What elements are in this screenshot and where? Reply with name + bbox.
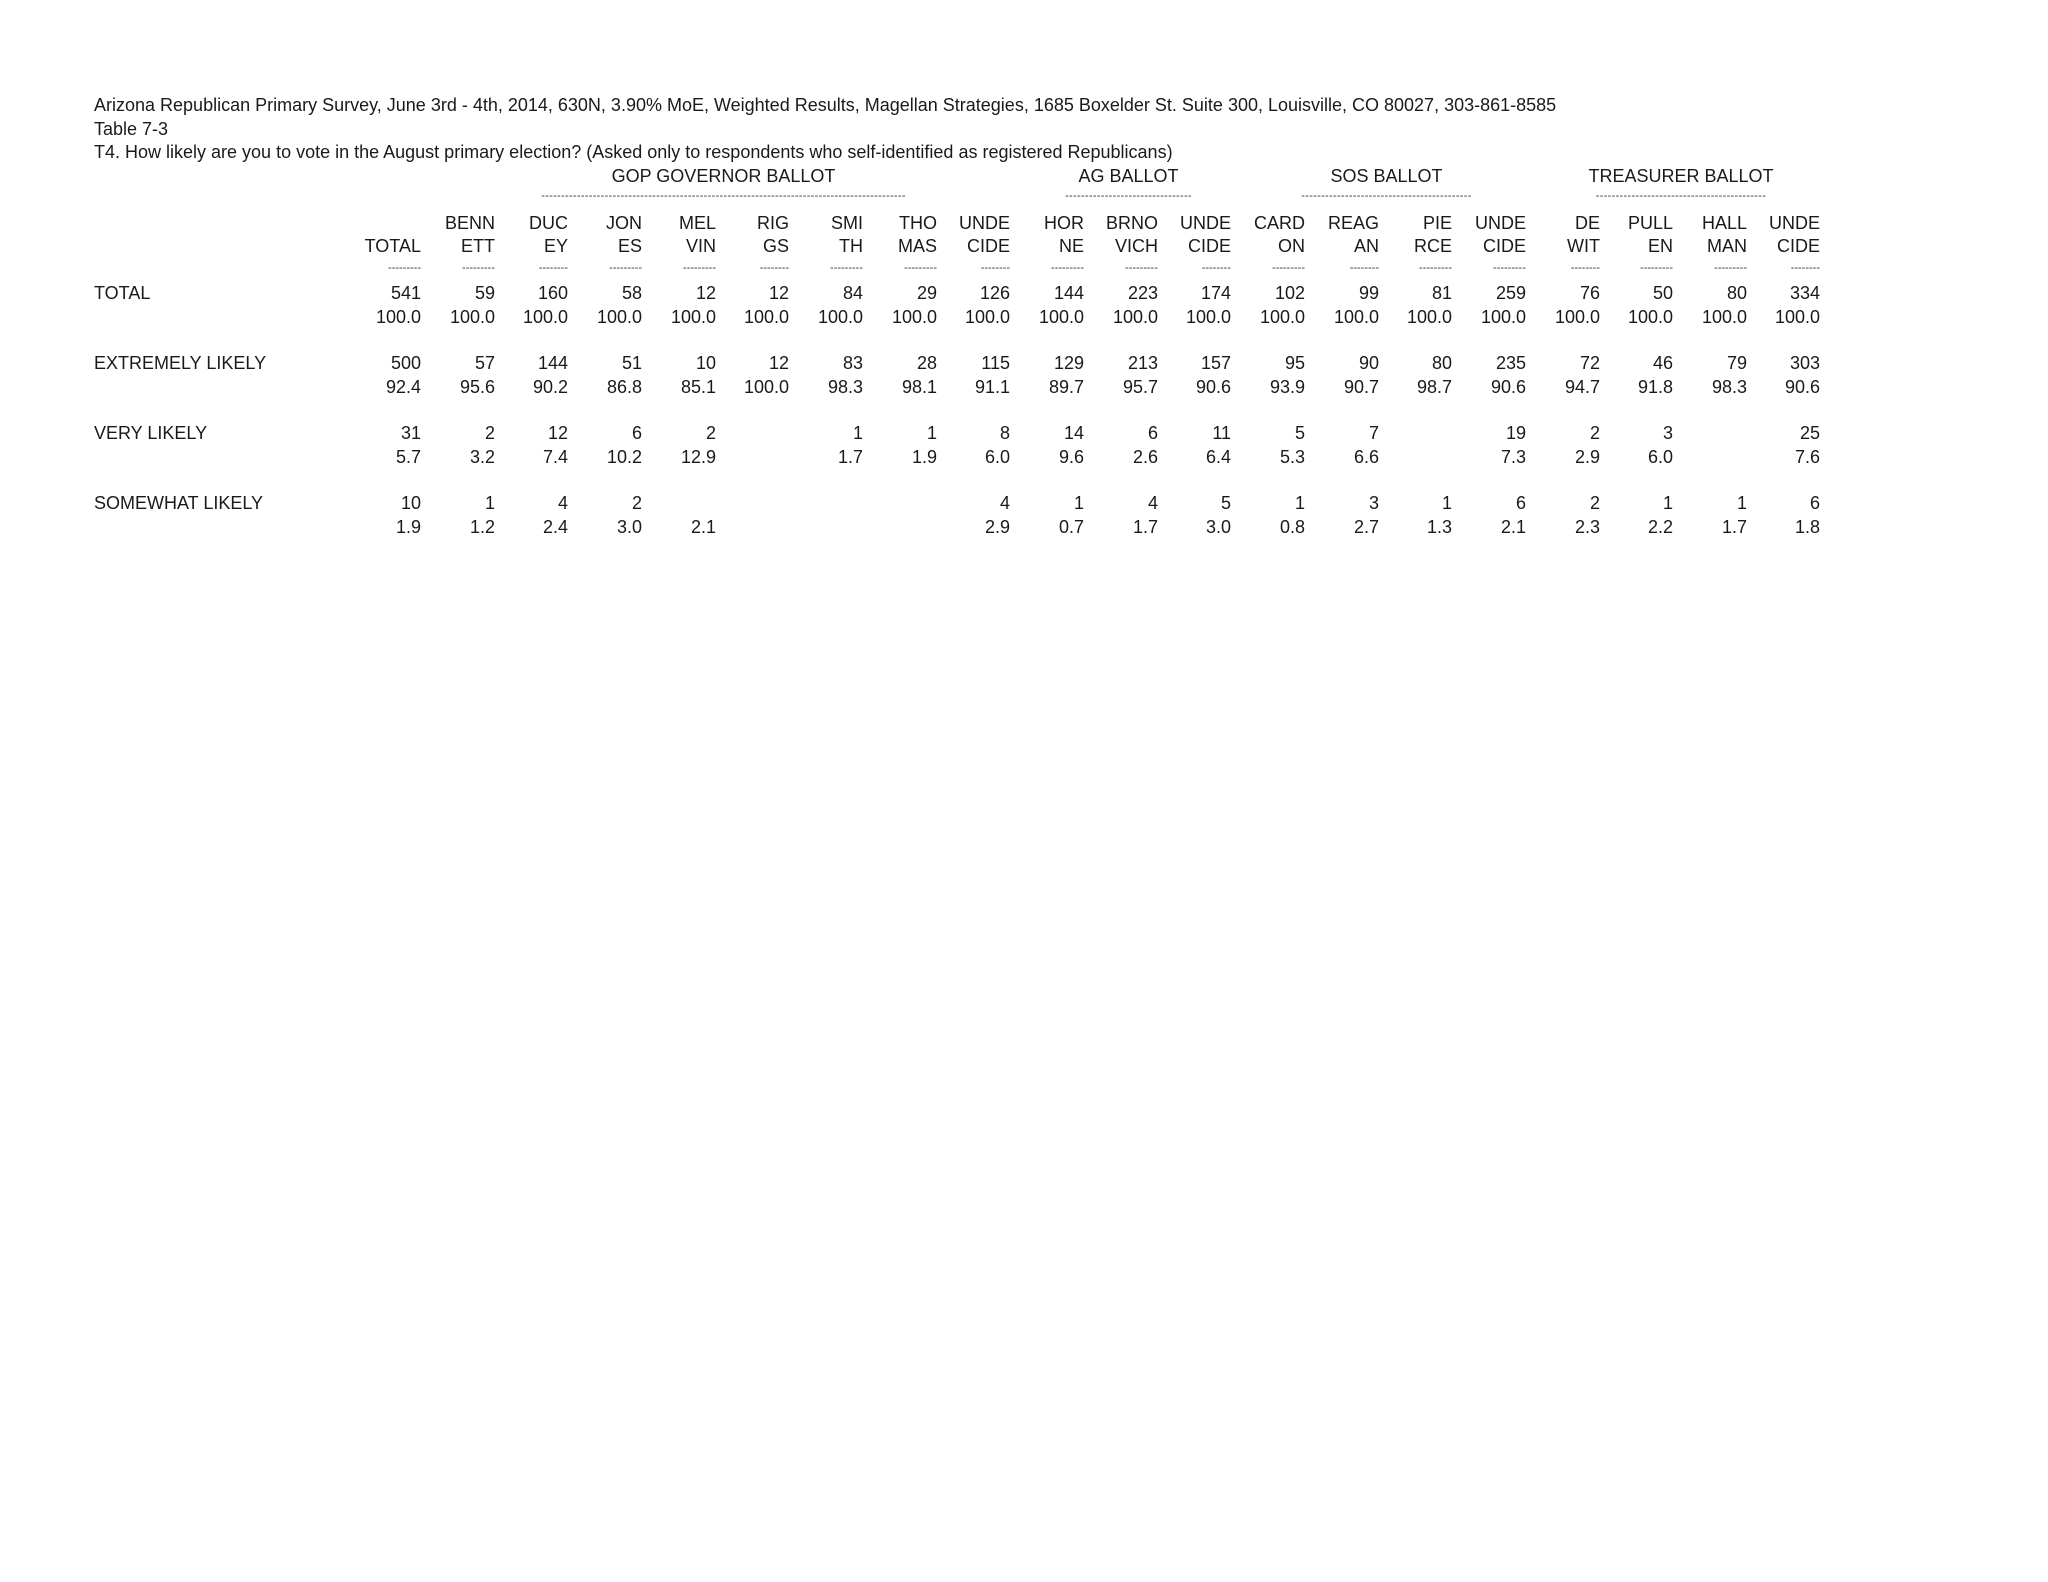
- percent-cell: 95.7: [1122, 377, 1158, 397]
- count-cell: 95: [1284, 353, 1305, 373]
- count-cell: 1: [1736, 493, 1747, 513]
- percent-cell: 100.0: [596, 307, 642, 327]
- column-header-line2: MAN: [1707, 236, 1747, 256]
- count-cell: 46: [1652, 353, 1673, 373]
- group-rule: --------------------------------------------------------------------------------------------: [541, 190, 906, 202]
- percent-cell: 100.0: [1038, 307, 1084, 327]
- percent-cell: 9.6: [1058, 447, 1084, 467]
- percent-cell: 6.4: [1205, 447, 1231, 467]
- count-cell: 72: [1579, 353, 1600, 373]
- group-rule: -------------------------------------------: [1301, 190, 1472, 202]
- count-cell: 1: [1441, 493, 1452, 513]
- percent-cell: 98.3: [827, 377, 863, 397]
- count-cell: 10: [695, 353, 716, 373]
- percent-cell: 100.0: [964, 307, 1010, 327]
- percent-cell: 100.0: [743, 307, 789, 327]
- column-rule: ---------: [609, 262, 642, 274]
- column-rule: --------: [1790, 262, 1820, 274]
- percent-cell: 90.2: [532, 377, 568, 397]
- count-cell: 500: [390, 353, 421, 373]
- percent-cell: 100.0: [891, 307, 937, 327]
- column-header-line2: ON: [1278, 236, 1305, 256]
- count-cell: 79: [1726, 353, 1747, 373]
- column-header-line1: CARD: [1253, 213, 1305, 233]
- percent-cell: 85.1: [680, 377, 716, 397]
- row-label: VERY LIKELY: [94, 423, 208, 443]
- column-header-line2: CIDE: [1187, 236, 1231, 256]
- percent-cell: 7.3: [1500, 447, 1526, 467]
- percent-cell: 95.6: [459, 377, 495, 397]
- count-cell: 12: [768, 353, 789, 373]
- percent-cell: 90.7: [1343, 377, 1379, 397]
- count-cell: 4: [1147, 493, 1158, 513]
- count-cell: 80: [1431, 353, 1452, 373]
- percent-cell: 89.7: [1048, 377, 1084, 397]
- count-cell: 50: [1652, 283, 1673, 303]
- percent-cell: 100.0: [743, 377, 789, 397]
- count-cell: 5: [1294, 423, 1305, 443]
- percent-cell: 100.0: [1627, 307, 1673, 327]
- count-cell: 1: [1294, 493, 1305, 513]
- count-cell: 115: [981, 353, 1010, 373]
- count-cell: 129: [1053, 353, 1084, 373]
- count-cell: 81: [1431, 283, 1452, 303]
- column-header-line2: TOTAL: [364, 236, 421, 256]
- column-header-line2: GS: [762, 236, 789, 256]
- column-header-line2: EY: [543, 236, 568, 256]
- percent-cell: 100.0: [449, 307, 495, 327]
- percent-cell: 1.9: [911, 447, 937, 467]
- count-cell: 6: [1147, 423, 1158, 443]
- percent-cell: 98.3: [1711, 377, 1747, 397]
- percent-cell: 2.1: [690, 517, 716, 537]
- group-rule: --------------------------------: [1065, 190, 1192, 202]
- percent-cell: 6.0: [984, 447, 1010, 467]
- column-header-line2: TH: [839, 236, 863, 256]
- column-header-line2: RCE: [1413, 236, 1452, 256]
- column-rule: ---------: [1419, 262, 1452, 274]
- count-cell: 4: [999, 493, 1010, 513]
- column-rule: ---------: [904, 262, 937, 274]
- count-cell: 6: [1809, 493, 1820, 513]
- percent-cell: 10.2: [606, 447, 642, 467]
- column-header-line2: WIT: [1567, 236, 1600, 256]
- percent-cell: 2.4: [542, 517, 568, 537]
- count-cell: 19: [1505, 423, 1526, 443]
- column-rule: ---------: [1051, 262, 1084, 274]
- count-cell: 29: [916, 283, 937, 303]
- column-header-line1: RIG: [756, 213, 789, 233]
- percent-cell: 3.2: [469, 447, 495, 467]
- column-rule: ---------: [1714, 262, 1747, 274]
- column-rule: --------: [1349, 262, 1379, 274]
- count-cell: 2: [1589, 493, 1600, 513]
- count-cell: 80: [1726, 283, 1747, 303]
- count-cell: 59: [474, 283, 495, 303]
- percent-cell: 100.0: [1259, 307, 1305, 327]
- count-cell: 2: [631, 493, 642, 513]
- row-label: TOTAL: [94, 283, 151, 303]
- percent-cell: 100.0: [1774, 307, 1820, 327]
- count-cell: 213: [1127, 353, 1158, 373]
- question-text: T4. How likely are you to vote in the August primary election? (Asked only to respondents who self-identified as registered Republicans): [94, 142, 1173, 162]
- count-cell: 174: [1200, 283, 1231, 303]
- count-cell: 10: [400, 493, 421, 513]
- column-rule: ---------: [1640, 262, 1673, 274]
- row-label: EXTREMELY LIKELY: [94, 353, 267, 373]
- column-header-line2: ES: [617, 236, 642, 256]
- column-header-line2: NE: [1058, 236, 1084, 256]
- count-cell: 6: [631, 423, 642, 443]
- count-cell: 2: [484, 423, 495, 443]
- percent-cell: 91.1: [974, 377, 1010, 397]
- column-rule: --------: [538, 262, 568, 274]
- percent-cell: 98.7: [1416, 377, 1452, 397]
- count-cell: 303: [1789, 353, 1820, 373]
- percent-cell: 100.0: [1480, 307, 1526, 327]
- percent-cell: 2.7: [1353, 517, 1379, 537]
- count-cell: 4: [557, 493, 568, 513]
- column-rule: ---------: [830, 262, 863, 274]
- percent-cell: 1.7: [1721, 517, 1747, 537]
- percent-cell: 98.1: [901, 377, 937, 397]
- column-rule: ---------: [1493, 262, 1526, 274]
- count-cell: 2: [705, 423, 716, 443]
- percent-cell: 100.0: [375, 307, 421, 327]
- count-cell: 31: [400, 423, 421, 443]
- group-title: GOP GOVERNOR BALLOT: [611, 166, 836, 186]
- count-cell: 102: [1274, 283, 1305, 303]
- count-cell: 84: [842, 283, 863, 303]
- group-rule: -------------------------------------------: [1595, 190, 1767, 202]
- percent-cell: 100.0: [522, 307, 568, 327]
- column-header-line1: HOR: [1044, 213, 1084, 233]
- percent-cell: 2.9: [1574, 447, 1600, 467]
- column-header-line1: UNDE: [958, 213, 1010, 233]
- column-header-line2: MAS: [897, 236, 937, 256]
- column-header-line2: CIDE: [1776, 236, 1820, 256]
- count-cell: 12: [547, 423, 568, 443]
- count-cell: 57: [474, 353, 495, 373]
- percent-cell: 1.7: [1132, 517, 1158, 537]
- count-cell: 334: [1789, 283, 1820, 303]
- count-cell: 8: [999, 423, 1010, 443]
- percent-cell: 0.8: [1279, 517, 1305, 537]
- group-title: AG BALLOT: [1078, 166, 1179, 186]
- column-header-line2: AN: [1353, 236, 1379, 256]
- column-rule: --------: [1570, 262, 1600, 274]
- percent-cell: 7.6: [1794, 447, 1820, 467]
- row-label: SOMEWHAT LIKELY: [94, 493, 264, 513]
- percent-cell: 100.0: [1112, 307, 1158, 327]
- count-cell: 28: [916, 353, 937, 373]
- percent-cell: 100.0: [1554, 307, 1600, 327]
- percent-cell: 2.9: [984, 517, 1010, 537]
- percent-cell: 90.6: [1195, 377, 1231, 397]
- percent-cell: 1.9: [395, 517, 421, 537]
- column-header-line1: JON: [606, 213, 642, 233]
- percent-cell: 5.3: [1279, 447, 1305, 467]
- column-header-line1: PIE: [1422, 213, 1452, 233]
- percent-cell: 1.3: [1426, 517, 1452, 537]
- column-header-line1: THO: [899, 213, 937, 233]
- percent-cell: 12.9: [680, 447, 716, 467]
- percent-cell: 3.0: [1205, 517, 1231, 537]
- column-rule: --------: [980, 262, 1010, 274]
- count-cell: 2: [1589, 423, 1600, 443]
- percent-cell: 100.0: [670, 307, 716, 327]
- count-cell: 223: [1127, 283, 1158, 303]
- group-title: SOS BALLOT: [1330, 166, 1443, 186]
- count-cell: 58: [621, 283, 642, 303]
- count-cell: 1: [1073, 493, 1084, 513]
- column-header-line1: UNDE: [1768, 213, 1820, 233]
- percent-cell: 93.9: [1269, 377, 1305, 397]
- column-rule: ---------: [683, 262, 716, 274]
- count-cell: 14: [1063, 423, 1084, 443]
- percent-cell: 100.0: [1333, 307, 1379, 327]
- group-title: TREASURER BALLOT: [1588, 166, 1774, 186]
- percent-cell: 1.2: [469, 517, 495, 537]
- percent-cell: 2.1: [1500, 517, 1526, 537]
- count-cell: 12: [768, 283, 789, 303]
- percent-cell: 6.0: [1647, 447, 1673, 467]
- count-cell: 25: [1799, 423, 1820, 443]
- percent-cell: 2.6: [1132, 447, 1158, 467]
- column-header-line2: ETT: [461, 236, 495, 256]
- percent-cell: 100.0: [1701, 307, 1747, 327]
- column-header-line1: DE: [1574, 213, 1600, 233]
- count-cell: 99: [1358, 283, 1379, 303]
- percent-cell: 92.4: [385, 377, 421, 397]
- column-header-line2: VIN: [685, 236, 716, 256]
- count-cell: 76: [1579, 283, 1600, 303]
- column-rule: ---------: [388, 262, 421, 274]
- column-header-line1: BENN: [444, 213, 495, 233]
- percent-cell: 94.7: [1564, 377, 1600, 397]
- column-header-line1: BRNO: [1105, 213, 1158, 233]
- count-cell: 12: [695, 283, 716, 303]
- count-cell: 7: [1368, 423, 1379, 443]
- column-header-line1: REAG: [1327, 213, 1379, 233]
- percent-cell: 2.3: [1574, 517, 1600, 537]
- count-cell: 1: [484, 493, 495, 513]
- count-cell: 160: [537, 283, 568, 303]
- count-cell: 1: [1662, 493, 1673, 513]
- column-header-line1: UNDE: [1179, 213, 1231, 233]
- percent-cell: 91.8: [1637, 377, 1673, 397]
- percent-cell: 1.7: [837, 447, 863, 467]
- count-cell: 3: [1368, 493, 1379, 513]
- count-cell: 90: [1358, 353, 1379, 373]
- percent-cell: 6.6: [1353, 447, 1379, 467]
- count-cell: 157: [1200, 353, 1231, 373]
- percent-cell: 100.0: [1185, 307, 1231, 327]
- count-cell: 83: [842, 353, 863, 373]
- percent-cell: 5.7: [395, 447, 421, 467]
- count-cell: 144: [1053, 283, 1084, 303]
- count-cell: 11: [1212, 423, 1231, 443]
- column-rule: ---------: [462, 262, 495, 274]
- column-header-line2: VICH: [1114, 236, 1158, 256]
- count-cell: 1: [926, 423, 937, 443]
- percent-cell: 2.2: [1647, 517, 1673, 537]
- percent-cell: 0.7: [1058, 517, 1084, 537]
- count-cell: 6: [1515, 493, 1526, 513]
- column-rule: ---------: [1125, 262, 1158, 274]
- percent-cell: 7.4: [542, 447, 568, 467]
- column-rule: --------: [1201, 262, 1231, 274]
- count-cell: 1: [852, 423, 863, 443]
- percent-cell: 100.0: [817, 307, 863, 327]
- percent-cell: 86.8: [606, 377, 642, 397]
- count-cell: 541: [390, 283, 421, 303]
- column-header-line1: DUC: [529, 213, 568, 233]
- count-cell: 144: [537, 353, 568, 373]
- percent-cell: 100.0: [1406, 307, 1452, 327]
- column-header-line2: CIDE: [966, 236, 1010, 256]
- percent-cell: 90.6: [1784, 377, 1820, 397]
- column-header-line2: EN: [1647, 236, 1673, 256]
- column-header-line1: PULL: [1627, 213, 1673, 233]
- count-cell: 259: [1495, 283, 1526, 303]
- column-rule: --------: [759, 262, 789, 274]
- survey-header: Arizona Republican Primary Survey, June 3rd - 4th, 2014, 630N, 3.90% MoE, Weighted Results, Magellan Strategies, 1685 Boxelder St. Suite 300, Louisville, CO 80027, 303-861-8585: [94, 95, 1557, 115]
- count-cell: 235: [1495, 353, 1526, 373]
- column-header-line1: HALL: [1701, 213, 1747, 233]
- column-header-line1: UNDE: [1474, 213, 1526, 233]
- column-header-line2: CIDE: [1482, 236, 1526, 256]
- percent-cell: 1.8: [1794, 517, 1820, 537]
- count-cell: 3: [1662, 423, 1673, 443]
- column-rule: ---------: [1272, 262, 1305, 274]
- count-cell: 5: [1220, 493, 1231, 513]
- column-header-line1: MEL: [678, 213, 716, 233]
- column-header-line1: SMI: [830, 213, 863, 233]
- count-cell: 51: [621, 353, 642, 373]
- count-cell: 126: [979, 283, 1010, 303]
- percent-cell: 90.6: [1490, 377, 1526, 397]
- table-number: Table 7-3: [94, 119, 169, 139]
- percent-cell: 3.0: [616, 517, 642, 537]
